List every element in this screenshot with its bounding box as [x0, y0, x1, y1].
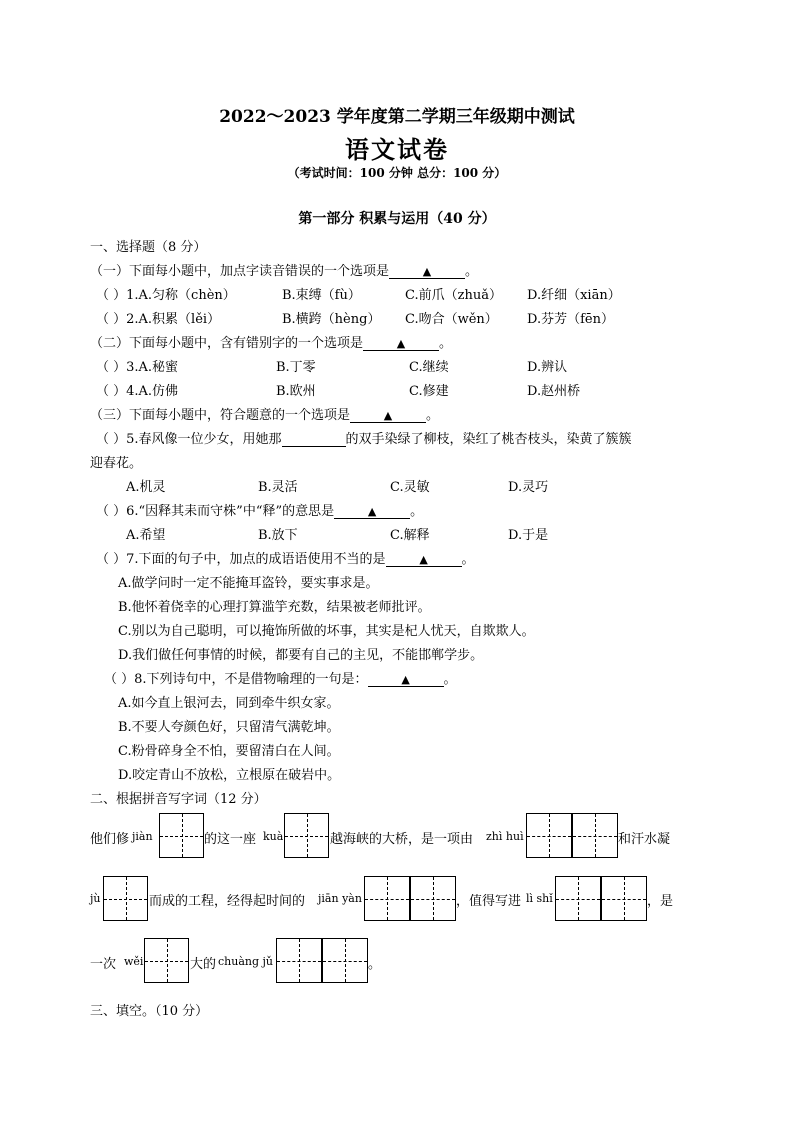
- option-b: B.他怀着侥幸的心理打算滥竽充数，结果被老师批评。: [118, 600, 431, 615]
- subject-title: 语文试卷: [345, 135, 449, 164]
- sub1-prompt: （一）下面每小题中，加点字读音错误的一个选项是 ▲ 。: [90, 264, 479, 279]
- option-d: D.芬芳（fēn）: [527, 312, 614, 327]
- answer-blank[interactable]: ▲: [334, 505, 410, 519]
- option-a: A.机灵: [126, 480, 166, 495]
- section1-title: 一、选择题（8 分）: [90, 240, 207, 255]
- fill-text: 和汗水凝: [618, 832, 671, 847]
- option-c: C.别以为自己聪明，可以掩饰所做的坏事，其实是杞人忧天，自欺欺人。: [118, 624, 535, 639]
- option-b: B.放下: [258, 528, 298, 543]
- option-a: A.希望: [126, 528, 166, 543]
- option-d: D.辨认: [527, 360, 568, 375]
- character-box[interactable]: [601, 876, 647, 921]
- character-box[interactable]: [322, 938, 368, 983]
- answer-blank[interactable]: ▲: [363, 337, 439, 351]
- option-c: C.吻合（wěn）: [405, 312, 498, 327]
- fill-text: 。: [368, 957, 382, 972]
- sub2-prompt: （二）下面每小题中，含有错别字的一个选项是 ▲ 。: [90, 336, 453, 351]
- pinyin-label: kuà: [263, 830, 284, 843]
- answer-blank[interactable]: ▲: [389, 265, 465, 279]
- option-b: B.束缚（fù）: [282, 288, 361, 303]
- section3-title: 三、填空。（10 分）: [90, 1004, 209, 1019]
- section2-title: 二、根据拼音写字词（12 分）: [90, 792, 267, 807]
- fill-text: 一次: [90, 957, 117, 972]
- option-c: C.修建: [409, 384, 449, 399]
- part1-title: 第一部分 积累与运用（40 分）: [298, 211, 496, 227]
- option-a: A.做学问时一定不能掩耳盗铃，要实事求是。: [118, 576, 379, 591]
- option-a: A.如今直上银河去，同到牵牛织女家。: [118, 696, 340, 711]
- option-d: D.于是: [508, 528, 549, 543]
- option-b: B.丁零: [276, 360, 316, 375]
- question-7: （ ）7.下面的句子中，加点的成语语使用不当的是 ▲ 。: [96, 552, 475, 567]
- option-b: B.灵活: [258, 480, 298, 495]
- fill-text: ，值得写进: [456, 894, 522, 909]
- option-c: C.粉骨碎身全不怕，要留清白在人间。: [118, 744, 340, 759]
- answer-blank[interactable]: ▲: [350, 409, 426, 423]
- question-2: （ ）2.A.积累（lěi）: [96, 312, 221, 327]
- option-c: C.解释: [390, 528, 430, 543]
- fill-text: ，是: [647, 894, 674, 909]
- character-box[interactable]: [276, 938, 322, 983]
- option-d: D.咬定青山不放松，立根原在破岩中。: [118, 768, 341, 783]
- fill-text: 的这一座: [204, 832, 257, 847]
- option-d: D.我们做任何事情的时候，都要有自己的主见，不能邯郸学步。: [118, 648, 484, 663]
- pinyin-label: lì shǐ: [526, 892, 553, 905]
- pinyin-label: jù: [90, 892, 101, 905]
- option-c: C.继续: [409, 360, 449, 375]
- question-3: （ ）3.A.秘蜜: [96, 360, 179, 375]
- question-5: （ ）5.春风像一位少女，用她那 的双手染绿了柳枝，染红了桃杏枝头，染黄了簇簇: [96, 432, 632, 447]
- option-d: D.灵巧: [508, 480, 549, 495]
- option-d: D.纤细（xiān）: [527, 288, 621, 303]
- pinyin-label: zhì huì: [486, 830, 524, 843]
- question-6: （ ）6.“因释其耒而守株”中“释”的意思是 ▲ 。: [96, 504, 424, 519]
- question-1: （ ）1.A.匀称（chèn）: [96, 288, 236, 303]
- pinyin-label: chuàng jǔ: [218, 955, 274, 968]
- fill-text: 大的: [190, 957, 217, 972]
- sub3-prompt: （三）下面每小题中，符合题意的一个选项是 ▲ 。: [90, 408, 440, 423]
- pinyin-label: jiān yàn: [318, 892, 362, 905]
- fill-text: 他们修: [90, 832, 130, 847]
- character-box[interactable]: [103, 876, 148, 921]
- fill-text: 而成的工程，经得起时间的: [149, 894, 306, 909]
- exam-title: 2022～2023 学年度第二学期三年级期中测试: [219, 107, 575, 127]
- answer-blank[interactable]: ▲: [386, 553, 462, 567]
- option-b: B.欧州: [276, 384, 316, 399]
- option-c: C.灵敏: [390, 480, 430, 495]
- character-box[interactable]: [555, 876, 601, 921]
- option-c: C.前爪（zhuǎ）: [405, 288, 502, 303]
- pinyin-label: jiàn: [132, 830, 153, 843]
- exam-info: （考试时间：100 分钟 总分：100 分）: [287, 166, 507, 180]
- option-d: D.赵州桥: [527, 384, 581, 399]
- answer-blank[interactable]: [282, 433, 346, 447]
- option-b: B.横跨（hèng）: [282, 312, 381, 327]
- character-box[interactable]: [364, 876, 410, 921]
- character-box[interactable]: [284, 813, 329, 858]
- pinyin-label: wěi: [124, 955, 144, 968]
- question-8: （ ）8.下列诗句中，不是借物喻理的一句是： ▲ 。: [104, 672, 457, 687]
- character-box[interactable]: [526, 813, 572, 858]
- question-4: （ ）4.A.仿佛: [96, 384, 179, 399]
- fill-text: 越海峡的大桥，是一项由: [330, 832, 474, 847]
- question-5-cont: 迎春花。: [90, 456, 143, 471]
- character-box[interactable]: [144, 938, 189, 983]
- answer-blank[interactable]: ▲: [368, 673, 444, 687]
- character-box[interactable]: [572, 813, 618, 858]
- character-box[interactable]: [410, 876, 456, 921]
- option-b: B.不要人夸颜色好，只留清气满乾坤。: [118, 720, 340, 735]
- character-box[interactable]: [159, 813, 204, 858]
